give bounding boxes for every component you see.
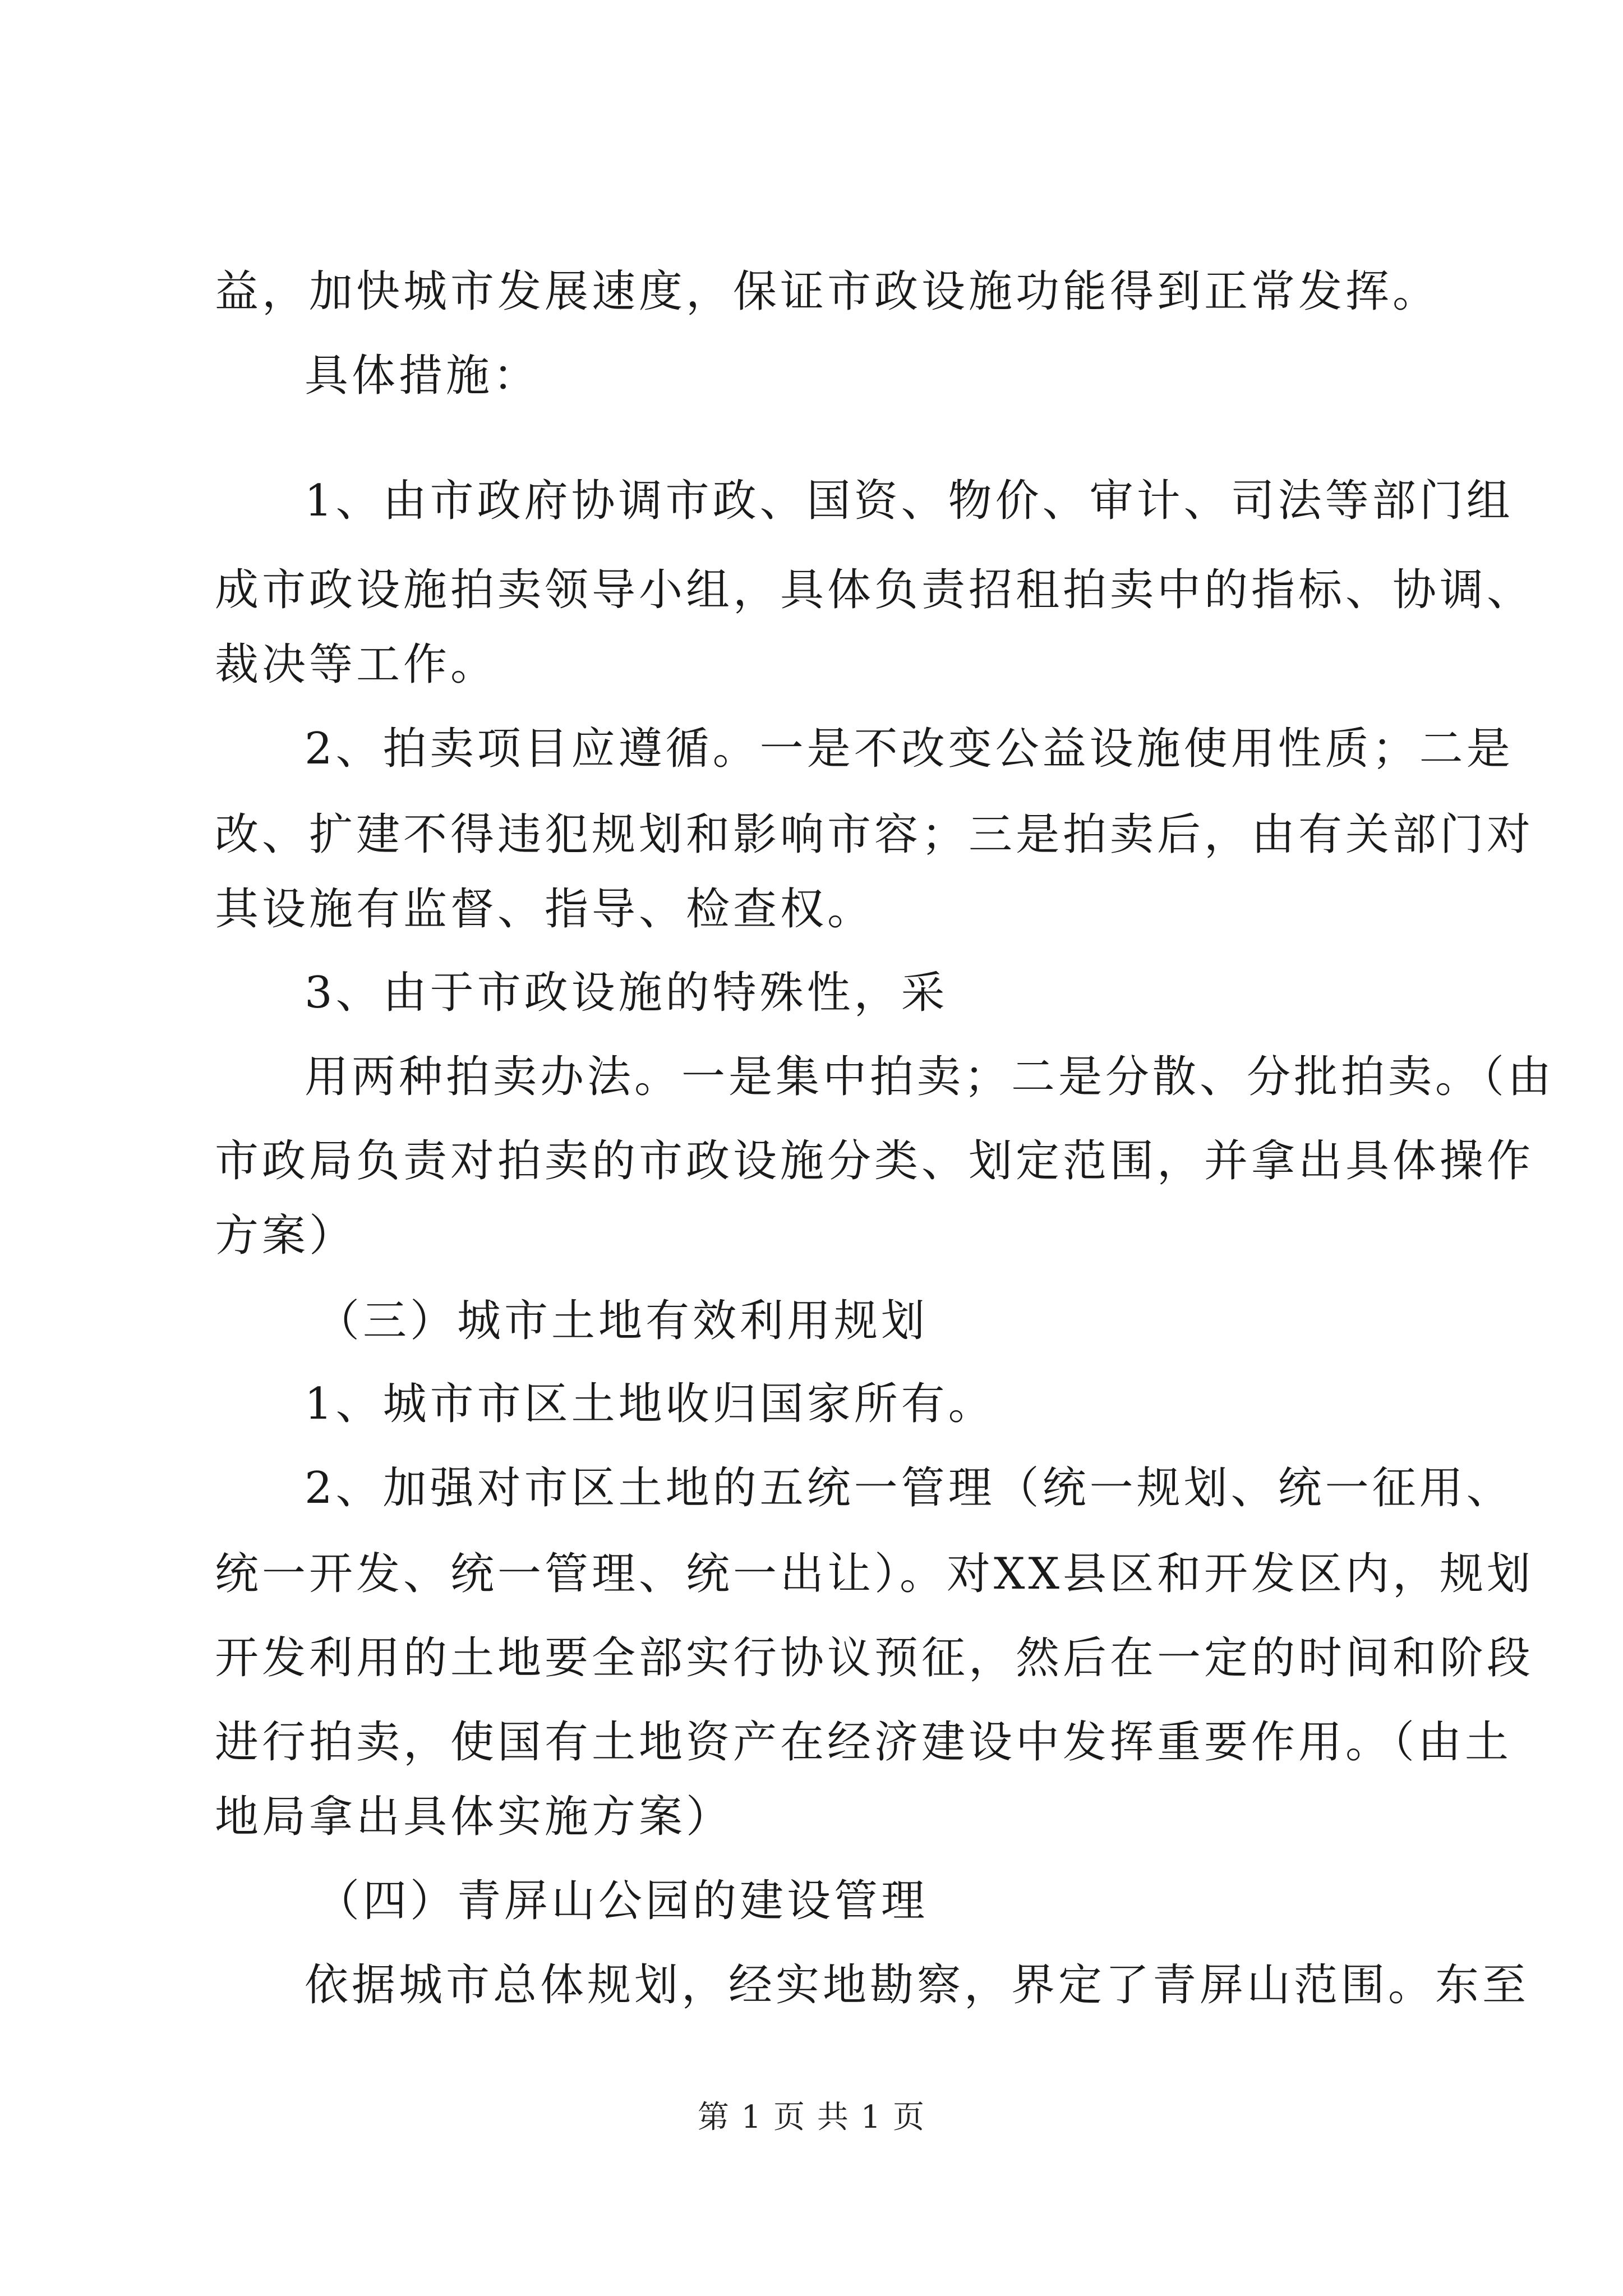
body-text-line: 依据城市总体规划，经实地勘察，界定了青屏山范围。东至 [305, 1960, 1530, 2010]
body-text-line: 进行拍卖，使国有土地资产在经济建设中发挥重要作用。（由土 [215, 1717, 1513, 1768]
body-text-line: 地局拿出具体实施方案） [215, 1792, 734, 1842]
body-text-line: 开发利用的土地要全部实行协议预征，然后在一定的时间和阶段 [215, 1633, 1534, 1683]
section-heading: （四）青屏山公园的建设管理 [316, 1876, 929, 1926]
body-text-line: 具体措施： [305, 351, 541, 401]
body-text-line: 统一开发、统一管理、统一出让）。对XX县区和开发区内，规划 [215, 1549, 1534, 1599]
body-text-line: 其设施有监督、指导、检查权。 [215, 884, 875, 935]
body-text-line: 方案） [215, 1211, 357, 1261]
body-text-line: 改、扩建不得违犯规划和影响市容；三是拍卖后，由有关部门对 [215, 809, 1534, 860]
body-text-line: 裁决等工作。 [215, 639, 498, 690]
body-text-line: 1、城市市区土地收归国家所有。 [305, 1379, 995, 1429]
body-text-line: 益，加快城市发展速度，保证市政设施功能得到正常发挥。 [215, 266, 1440, 317]
body-text-line: 2、拍卖项目应遵循。一是不改变公益设施使用性质；二是 [305, 724, 1514, 774]
body-text-line: 用两种拍卖办法。一是集中拍卖；二是分散、分批拍卖。（由 [305, 1052, 1555, 1102]
body-text-line: 成市政设施拍卖领导小组，具体负责招租拍卖中的指标、协调、 [215, 565, 1534, 615]
body-text-line: 2、加强对市区土地的五统一管理（统一规划、统一征用、 [305, 1463, 1514, 1513]
section-heading: （三）城市土地有效利用规划 [316, 1296, 929, 1346]
body-text-line: 1、由市政府协调市政、国资、物价、审计、司法等部门组 [305, 476, 1514, 526]
page-number-footer: 第 1 页 共 1 页 [697, 2099, 926, 2136]
body-text-line: 3、由于市政设施的特殊性，采 [305, 968, 948, 1018]
body-text-line: 市政局负责对拍卖的市政设施分类、划定范围，并拿出具体操作 [215, 1136, 1534, 1186]
